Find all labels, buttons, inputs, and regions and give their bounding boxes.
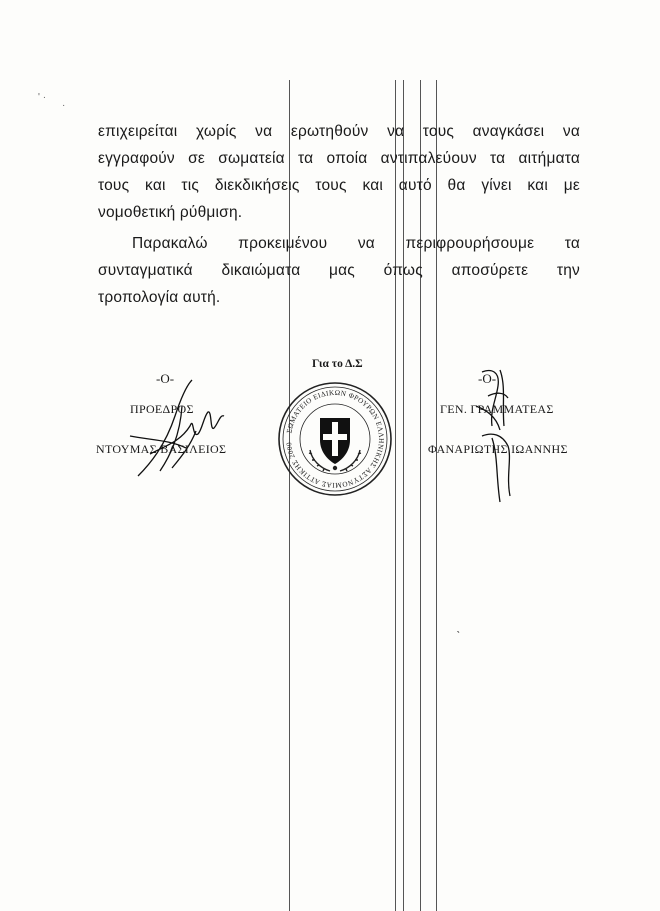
- scan-speck: ˋ: [456, 628, 461, 644]
- president-signature: [120, 376, 230, 486]
- scan-speck: ·: [62, 100, 66, 111]
- text-line: συνταγματικά δικαιώματα μας όπως αποσύρετε την: [98, 262, 580, 279]
- secretary-name: ΦΑΝΑΡΙΩΤΗΣ ΙΩΑΝΝΗΣ: [428, 442, 568, 456]
- secretary-role: ΓΕΝ. ΓΡΑΜΜΑΤΕΑΣ: [440, 402, 554, 416]
- left-dash: -Ο-: [156, 371, 175, 386]
- scan-speck: ' ·: [38, 92, 47, 103]
- right-dash: -Ο-: [478, 371, 497, 386]
- text-line: νομοθετική ρύθμιση.: [98, 204, 243, 221]
- secretary-signature: [462, 366, 552, 506]
- paragraph-1: [98, 118, 580, 226]
- paragraph-2: [98, 230, 580, 311]
- text-line: Παρακαλώ προκειμένου να περιφρουρήσουμε τα: [132, 235, 580, 252]
- text-line: τροπολογία αυτή.: [98, 289, 221, 306]
- text-line: επιχειρείται χωρίς να ερωτηθούν να τους αναγκάσει να: [98, 123, 580, 140]
- seal-ring-text: ΣΩΜΑΤΕΙΟ ΕΙΔΙΚΩΝ ΦΡΟΥΡΩΝ ΕΛΛΗΝΙΚΗΣ ΑΣΤΥΝΟΜΙΑΣ ΑΤΤΙΚΗΣ 2000: [285, 388, 386, 490]
- board-title: Για το Δ.Σ: [312, 358, 363, 370]
- association-seal: [276, 380, 394, 498]
- text-line: εγγραφούν σε σωματεία τα οποία αντιπαλεύουν τα αιτήματα: [98, 150, 580, 167]
- text-line: τους και τις διεκδικήσεις τους και αυτό θα γίνει και με: [98, 177, 580, 194]
- president-role: ΠΡΟΕΔΡΟΣ: [130, 402, 194, 416]
- president-name: ΝΤΟΥΜΑΣ ΒΑΣΙΛΕΙΟΣ: [96, 442, 227, 456]
